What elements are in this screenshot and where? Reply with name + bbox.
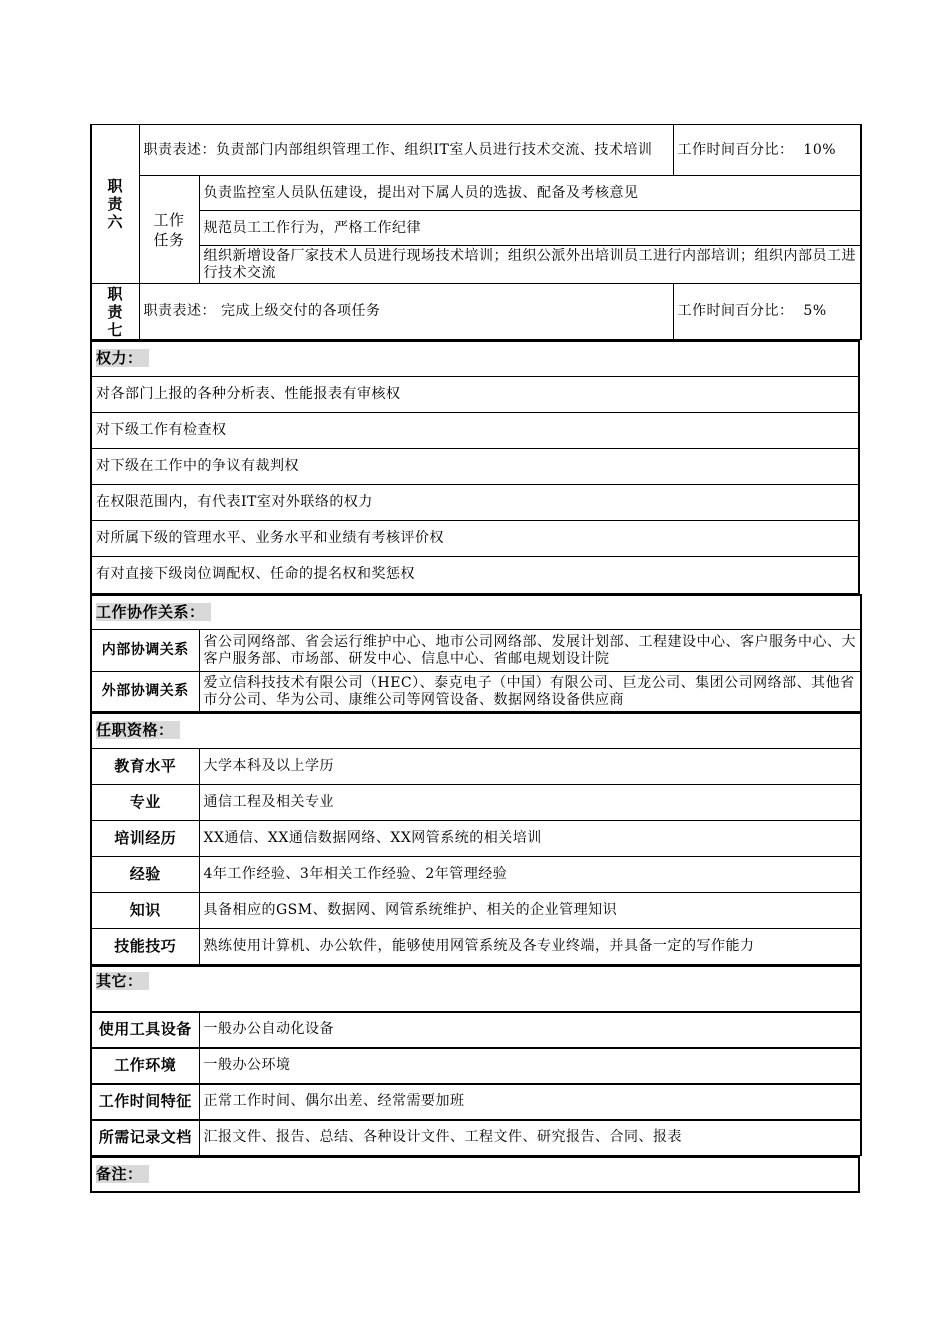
skills-value: 熟练使用计算机、办公软件，能够使用网管系统及各专业终端，并具备一定的写作能力 [199, 928, 861, 964]
external-coordination-value: 爱立信科技技术有限公司（HEC）、泰克电子（中国）有限公司、巨龙公司、集团公司网络部、其他省市分公司、华为公司、康维公司等网管设备、数据网络设备供应商 [199, 672, 861, 712]
work-time-value: 正常工作时间、偶尔出差、经常需要加班 [199, 1084, 861, 1120]
duty6-label: 职责六 [91, 125, 139, 284]
work-time-label: 工作时间特征 [91, 1084, 199, 1120]
job-description-document [90, 124, 860, 1193]
authority-item: 有对直接下级岗位调配权、任命的提名权和奖惩权 [91, 556, 859, 593]
remarks-title: 备注： [91, 1157, 859, 1192]
experience-value: 4年工作经验、3年相关工作经验、2年管理经验 [199, 856, 861, 892]
duty7-label: 职责七 [91, 284, 139, 340]
authority-item: 对下级在工作中的争议有裁判权 [91, 448, 859, 484]
tools-label: 使用工具设备 [91, 1012, 199, 1048]
major-value: 通信工程及相关专业 [199, 784, 861, 820]
authority-item: 对各部门上报的各种分析表、性能报表有审核权 [91, 376, 859, 412]
duty7-percent: 工作时间百分比： 5% [673, 284, 861, 340]
major-label: 专业 [91, 784, 199, 820]
internal-coordination-value: 省公司网络部、省会运行维护中心、地市公司网络部、发展计划部、工程建设中心、客户服务中心、大客户服务部、市场部、研发中心、信息中心、省邮电规划设计院 [199, 630, 861, 672]
duty6-task-item: 组织新增设备厂家技术人员进行现场技术培训；组织公派外出培训员工进行内部培训；组织内部员工进行技术交流 [199, 246, 861, 284]
cooperation-table [90, 594, 862, 713]
authority-item: 对所属下级的管理水平、业务水平和业绩有考核评价权 [91, 520, 859, 556]
other-title: 其它： [91, 966, 861, 1012]
training-value: XX通信、XX通信数据网络、XX网管系统的相关培训 [199, 820, 861, 856]
external-coordination-label: 外部协调关系 [91, 672, 199, 712]
authority-item: 对下级工作有检查权 [91, 412, 859, 448]
environment-label: 工作环境 [91, 1048, 199, 1084]
cooperation-title: 工作协作关系： [91, 595, 861, 630]
education-value: 大学本科及以上学历 [199, 748, 861, 784]
authority-title: 权力： [91, 341, 859, 376]
experience-label: 经验 [91, 856, 199, 892]
remarks-table [90, 1156, 860, 1193]
knowledge-value: 具备相应的GSM、数据网、网管系统维护、相关的企业管理知识 [199, 892, 861, 928]
tools-value: 一般办公自动化设备 [199, 1012, 861, 1048]
authority-item: 在权限范围内，有代表IT室对外联络的权力 [91, 484, 859, 520]
duty6-tasks-label: 工作任务 [139, 176, 199, 284]
qualification-table [90, 712, 862, 965]
duty7-description: 职责表述： 完成上级交付的各项任务 [139, 284, 673, 340]
authority-table [90, 340, 860, 594]
documents-value: 汇报文件、报告、总结、各种设计文件、工程文件、研究报告、合同、报表 [199, 1120, 861, 1156]
documents-label: 所需记录文档 [91, 1120, 199, 1156]
other-table [90, 965, 862, 1157]
duty6-task-item: 负责监控室人员队伍建设，提出对下属人员的选拔、配备及考核意见 [199, 176, 861, 211]
duties-table [90, 124, 862, 340]
environment-value: 一般办公环境 [199, 1048, 861, 1084]
training-label: 培训经历 [91, 820, 199, 856]
duty6-percent: 工作时间百分比： 10% [673, 125, 861, 176]
duty6-description: 职责表述：负责部门内部组织管理工作、组织IT室人员进行技术交流、技术培训 [139, 125, 673, 176]
education-label: 教育水平 [91, 748, 199, 784]
duty6-task-item: 规范员工工作行为，严格工作纪律 [199, 211, 861, 246]
internal-coordination-label: 内部协调关系 [91, 630, 199, 672]
skills-label: 技能技巧 [91, 928, 199, 964]
knowledge-label: 知识 [91, 892, 199, 928]
qualification-title: 任职资格： [91, 713, 861, 748]
